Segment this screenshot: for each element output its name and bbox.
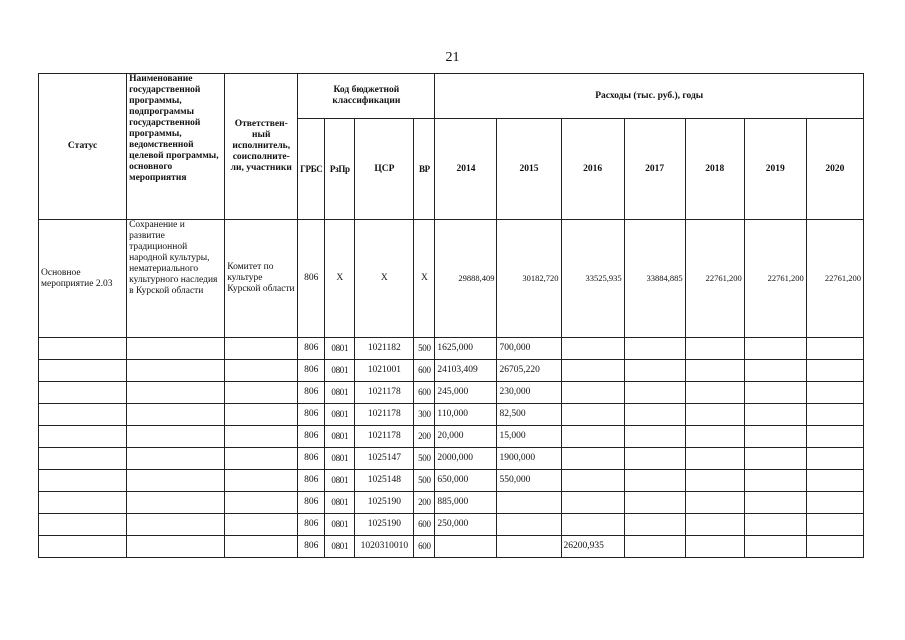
amount-cell	[744, 426, 806, 448]
amount-cell: 30182,720	[497, 220, 561, 338]
table-row-main	[39, 220, 864, 338]
header-csr: ЦСР	[355, 119, 414, 220]
amount-cell	[624, 448, 685, 470]
rzpr-cell: 0801	[325, 426, 355, 448]
amount-cell: 26705,220	[497, 360, 561, 382]
table-row	[39, 470, 864, 492]
empty-cell	[225, 492, 298, 514]
amount-cell	[497, 492, 561, 514]
grbs-cell: 806	[298, 220, 325, 338]
csr-cell: 1021178	[355, 382, 414, 404]
amount-cell	[561, 470, 624, 492]
empty-cell	[225, 360, 298, 382]
rzpr-cell: 0801	[325, 360, 355, 382]
rzpr-cell: 0801	[325, 492, 355, 514]
grbs-cell: 806	[298, 382, 325, 404]
empty-cell	[127, 426, 225, 448]
amount-cell	[744, 404, 806, 426]
amount-cell	[497, 536, 561, 558]
header-rzpr: РзПр	[325, 119, 355, 220]
empty-cell	[39, 492, 127, 514]
empty-cell	[127, 382, 225, 404]
amount-cell	[744, 338, 806, 360]
vr-cell: 300	[414, 404, 435, 426]
rzpr-cell: Х	[325, 220, 355, 338]
amount-cell	[806, 514, 863, 536]
amount-cell	[806, 536, 863, 558]
header-grbs: ГРБС	[298, 119, 325, 220]
page-number: 21	[445, 50, 460, 65]
amount-cell	[624, 338, 685, 360]
amount-cell	[561, 338, 624, 360]
grbs-cell: 806	[298, 514, 325, 536]
amount-cell	[806, 404, 863, 426]
budget-table	[38, 73, 864, 558]
amount-cell: 110,000	[435, 404, 497, 426]
amount-cell	[561, 448, 624, 470]
rzpr-cell: 0801	[325, 382, 355, 404]
csr-cell: 1021178	[355, 426, 414, 448]
amount-cell	[685, 492, 744, 514]
amount-cell	[624, 492, 685, 514]
amount-cell	[624, 514, 685, 536]
amount-cell	[561, 382, 624, 404]
amount-cell	[685, 360, 744, 382]
header-year: 2018	[685, 119, 744, 220]
empty-cell	[39, 514, 127, 536]
grbs-cell: 806	[298, 360, 325, 382]
rzpr-cell: 0801	[325, 470, 355, 492]
vr-cell: 200	[414, 492, 435, 514]
empty-cell	[127, 492, 225, 514]
amount-cell	[561, 514, 624, 536]
csr-cell: 1025148	[355, 470, 414, 492]
empty-cell	[225, 426, 298, 448]
amount-cell	[685, 470, 744, 492]
empty-cell	[39, 470, 127, 492]
amount-cell	[561, 360, 624, 382]
csr-cell: 1025190	[355, 492, 414, 514]
table-row	[39, 404, 864, 426]
grbs-cell: 806	[298, 426, 325, 448]
table-row	[39, 382, 864, 404]
amount-cell: 20,000	[435, 426, 497, 448]
empty-cell	[127, 338, 225, 360]
amount-cell: 33884,885	[624, 220, 685, 338]
amount-cell: 550,000	[497, 470, 561, 492]
empty-cell	[127, 448, 225, 470]
header-name: Наименование государственной программы, подпрограммы государственной программы, ведомственной целевой программы, основного мероприятия	[127, 74, 225, 220]
amount-cell	[744, 448, 806, 470]
amount-cell	[744, 360, 806, 382]
vr-cell: 600	[414, 536, 435, 558]
amount-cell: 650,000	[435, 470, 497, 492]
table-row	[39, 426, 864, 448]
name-cell: Сохранение и развитие традиционной народной культуры, нематериального культурного наследия в Курской области	[127, 220, 225, 338]
empty-cell	[225, 470, 298, 492]
budget-table-body	[39, 220, 864, 558]
empty-cell	[225, 514, 298, 536]
amount-cell	[685, 448, 744, 470]
empty-cell	[127, 536, 225, 558]
amount-cell	[806, 338, 863, 360]
amount-cell	[685, 404, 744, 426]
empty-cell	[39, 360, 127, 382]
csr-cell: 1025190	[355, 514, 414, 536]
table-row	[39, 448, 864, 470]
amount-cell	[624, 404, 685, 426]
empty-cell	[225, 536, 298, 558]
header-year: 2020	[806, 119, 863, 220]
empty-cell	[39, 382, 127, 404]
vr-cell: 600	[414, 382, 435, 404]
responsible-cell: Комитет по культуре Курской области	[225, 220, 298, 338]
amount-cell	[744, 492, 806, 514]
empty-cell	[39, 404, 127, 426]
amount-cell	[744, 514, 806, 536]
rzpr-cell: 0801	[325, 448, 355, 470]
grbs-cell: 806	[298, 536, 325, 558]
vr-cell: 500	[414, 448, 435, 470]
amount-cell: 29888,409	[435, 220, 497, 338]
table-row	[39, 536, 864, 558]
rzpr-cell: 0801	[325, 404, 355, 426]
header-year: 2017	[624, 119, 685, 220]
empty-cell	[127, 404, 225, 426]
amount-cell	[561, 492, 624, 514]
empty-cell	[225, 448, 298, 470]
amount-cell	[806, 448, 863, 470]
header-budget-code: Код бюджетной классификации	[298, 74, 435, 119]
amount-cell	[624, 536, 685, 558]
amount-cell	[624, 360, 685, 382]
amount-cell: 22761,200	[685, 220, 744, 338]
amount-cell	[744, 536, 806, 558]
amount-cell	[561, 404, 624, 426]
csr-cell: 1021182	[355, 338, 414, 360]
empty-cell	[39, 448, 127, 470]
csr-cell: 1021178	[355, 404, 414, 426]
empty-cell	[225, 404, 298, 426]
empty-cell	[127, 514, 225, 536]
rzpr-cell: 0801	[325, 514, 355, 536]
header-year: 2019	[744, 119, 806, 220]
vr-cell: 500	[414, 470, 435, 492]
header-vr: ВР	[414, 119, 435, 220]
grbs-cell: 806	[298, 338, 325, 360]
amount-cell: 33525,935	[561, 220, 624, 338]
grbs-cell: 806	[298, 470, 325, 492]
amount-cell	[806, 426, 863, 448]
amount-cell: 885,000	[435, 492, 497, 514]
empty-cell	[39, 338, 127, 360]
amount-cell	[806, 492, 863, 514]
amount-cell: 22761,200	[806, 220, 863, 338]
empty-cell	[39, 536, 127, 558]
amount-cell	[685, 382, 744, 404]
empty-cell	[127, 470, 225, 492]
amount-cell	[806, 470, 863, 492]
amount-cell	[806, 382, 863, 404]
vr-cell: 600	[414, 514, 435, 536]
amount-cell: 2000,000	[435, 448, 497, 470]
header-row-top	[39, 74, 864, 119]
vr-cell: 600	[414, 360, 435, 382]
amount-cell: 22761,200	[744, 220, 806, 338]
amount-cell: 15,000	[497, 426, 561, 448]
vr-cell: 200	[414, 426, 435, 448]
amount-cell: 1625,000	[435, 338, 497, 360]
amount-cell	[497, 514, 561, 536]
header-year: 2014	[435, 119, 497, 220]
amount-cell	[624, 382, 685, 404]
amount-cell	[685, 338, 744, 360]
status-cell: Основное мероприятие 2.03	[39, 220, 127, 338]
amount-cell	[685, 536, 744, 558]
grbs-cell: 806	[298, 492, 325, 514]
vr-cell: 500	[414, 338, 435, 360]
header-responsible: Ответствен-ный исполнитель, соисполните-ли, участники	[225, 74, 298, 220]
table-row	[39, 514, 864, 536]
amount-cell: 26200,935	[561, 536, 624, 558]
amount-cell: 24103,409	[435, 360, 497, 382]
header-status: Статус	[39, 74, 127, 220]
amount-cell: 250,000	[435, 514, 497, 536]
empty-cell	[225, 382, 298, 404]
csr-cell: Х	[355, 220, 414, 338]
table-row	[39, 492, 864, 514]
amount-cell	[744, 470, 806, 492]
amount-cell: 1900,000	[497, 448, 561, 470]
amount-cell	[685, 426, 744, 448]
header-year: 2016	[561, 119, 624, 220]
table-row	[39, 338, 864, 360]
empty-cell	[225, 338, 298, 360]
csr-cell: 1025147	[355, 448, 414, 470]
amount-cell	[624, 470, 685, 492]
amount-cell	[561, 426, 624, 448]
amount-cell: 82,500	[497, 404, 561, 426]
empty-cell	[39, 426, 127, 448]
header-year: 2015	[497, 119, 561, 220]
amount-cell	[744, 382, 806, 404]
rzpr-cell: 0801	[325, 338, 355, 360]
rzpr-cell: 0801	[325, 536, 355, 558]
csr-cell: 1020310010	[355, 536, 414, 558]
amount-cell	[685, 514, 744, 536]
amount-cell	[435, 536, 497, 558]
amount-cell: 700,000	[497, 338, 561, 360]
amount-cell	[624, 426, 685, 448]
grbs-cell: 806	[298, 448, 325, 470]
header-expenses: Расходы (тыс. руб.), годы	[435, 74, 864, 119]
empty-cell	[127, 360, 225, 382]
amount-cell: 245,000	[435, 382, 497, 404]
amount-cell: 230,000	[497, 382, 561, 404]
csr-cell: 1021001	[355, 360, 414, 382]
table-row	[39, 360, 864, 382]
vr-cell: Х	[414, 220, 435, 338]
amount-cell	[806, 360, 863, 382]
grbs-cell: 806	[298, 404, 325, 426]
